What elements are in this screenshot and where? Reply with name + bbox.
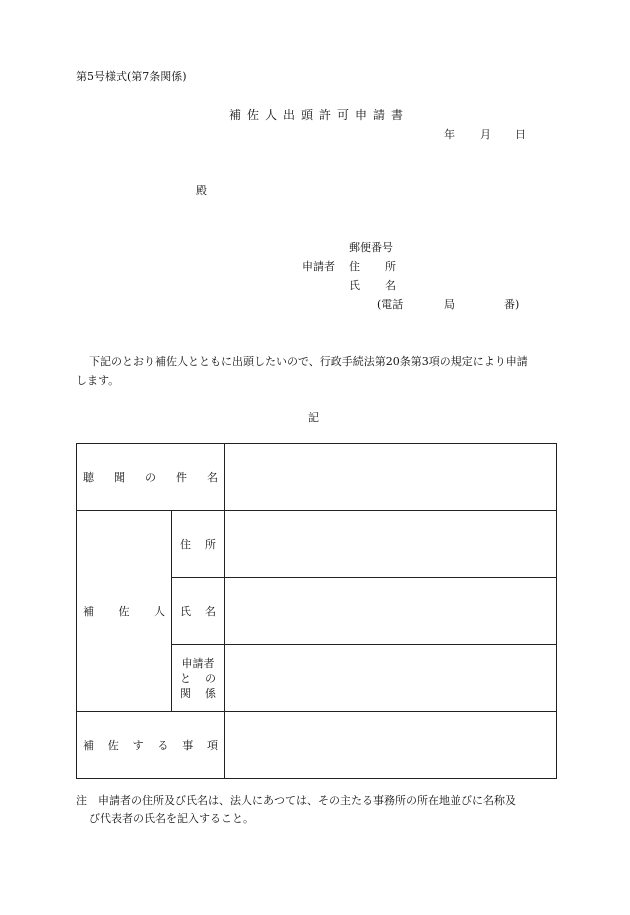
- name-label-a: 氏: [349, 279, 360, 292]
- relation-char: 係: [205, 686, 216, 700]
- hearing-char: 聞: [114, 471, 125, 484]
- matters-char: す: [132, 739, 144, 752]
- name-label-b: 名: [385, 279, 396, 292]
- note-line2: び代表者の氏名を記入すること。: [89, 812, 254, 825]
- assistance-matters-label: [77, 712, 225, 779]
- address-label-a: 住: [349, 260, 360, 273]
- assistant-address-label: [172, 511, 225, 578]
- assistant-name-label: [172, 578, 225, 645]
- form-id: 第5号様式(第7条関係): [76, 70, 187, 83]
- assistance-matters-field[interactable]: [225, 712, 557, 779]
- address-char: 住: [180, 538, 191, 551]
- matters-char: 事: [182, 739, 194, 752]
- phone-open: (電話: [377, 298, 404, 311]
- application-table: [76, 443, 557, 779]
- matters-char: 項: [206, 739, 218, 752]
- matters-char: 佐: [107, 739, 119, 752]
- relation-char: と: [180, 671, 191, 685]
- assistant-address-field[interactable]: [225, 511, 557, 578]
- matters-char: る: [157, 739, 169, 752]
- relation-char: の: [205, 671, 216, 685]
- hearing-char: 聴: [83, 471, 94, 484]
- name-char: 名: [205, 605, 216, 618]
- assistant-char: 人: [154, 605, 165, 618]
- assistant-name-field[interactable]: [225, 578, 557, 645]
- relationship-field[interactable]: [225, 645, 557, 712]
- assistant-char: 補: [83, 605, 94, 618]
- address-label-b: 所: [385, 260, 396, 273]
- applicant-label: 申請者: [302, 260, 335, 273]
- address-char: 所: [205, 538, 216, 551]
- addressee-suffix: 殿: [196, 184, 207, 197]
- assistant-char: 佐: [118, 605, 130, 618]
- postal-label: 郵便番号: [349, 241, 393, 254]
- hearing-case-field[interactable]: [225, 444, 557, 511]
- assistant-label: [77, 511, 172, 712]
- body-text-line1: 下記のとおり補佐人とともに出頭したいので、行政手続法第20条第3項の規定により申請: [89, 355, 528, 368]
- ki-heading: 記: [308, 411, 319, 424]
- date-year: 年: [444, 128, 455, 141]
- matters-char: 補: [83, 739, 94, 752]
- hearing-char: 件: [176, 471, 187, 484]
- hearing-char: 名: [207, 471, 218, 484]
- body-text-line2: します。: [76, 374, 120, 387]
- date-month: 月: [480, 128, 491, 141]
- phone-exchange: 局: [444, 298, 455, 311]
- relation-char: 関: [180, 686, 191, 700]
- hearing-case-label: [77, 444, 225, 511]
- phone-number: 番): [504, 298, 520, 311]
- note-line1: 注 申請者の住所及び氏名は、法人にあつては、その主たる事務所の所在地並びに名称及: [76, 794, 516, 807]
- relationship-label: [172, 645, 225, 712]
- relation-line1: 申請者: [181, 656, 215, 670]
- hearing-char: の: [145, 471, 156, 484]
- name-char: 氏: [180, 605, 191, 618]
- document-title: 補佐人出頭許可申請書: [229, 108, 410, 122]
- date-day: 日: [515, 128, 526, 141]
